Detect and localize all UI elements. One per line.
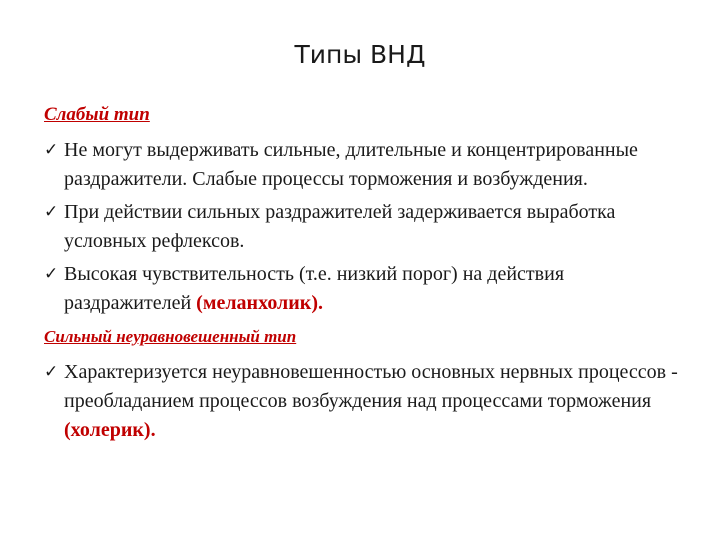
section-heading-weak-type: Слабый тип xyxy=(44,104,150,125)
bullet-text: Характеризуется неуравновешенностью основных нервных процессов - преобладанием процессов возбуждения над процессами торможения xyxy=(64,361,678,412)
section-heading-strong-unbalanced-type: Сильный неуравновешенный тип xyxy=(44,327,297,346)
checkmark-icon: ✓ xyxy=(44,264,59,284)
list-item xyxy=(44,136,684,194)
temperament-label-choleric: (холерик). xyxy=(64,419,156,441)
bullet-text: Не могут выдерживать сильные, длительные и концентрированные раздражители. Слабые процессы торможения и возбуждения. xyxy=(64,139,638,190)
bullet-text: Высокая чувствительность (т.е. низкий порог) на действия раздражителей xyxy=(64,263,565,314)
checkmark-icon: ✓ xyxy=(44,140,59,160)
list-item xyxy=(44,358,684,445)
checkmark-icon: ✓ xyxy=(44,362,59,382)
checkmark-icon: ✓ xyxy=(44,202,59,222)
bullet-text: При действии сильных раздражителей задерживается выработка условных рефлексов. xyxy=(64,201,616,252)
slide-content xyxy=(44,104,684,449)
temperament-label-melancholic: (меланхолик). xyxy=(196,292,323,314)
list-item xyxy=(44,260,684,318)
slide-title: Типы ВНД xyxy=(294,40,426,69)
list-item xyxy=(44,198,684,256)
